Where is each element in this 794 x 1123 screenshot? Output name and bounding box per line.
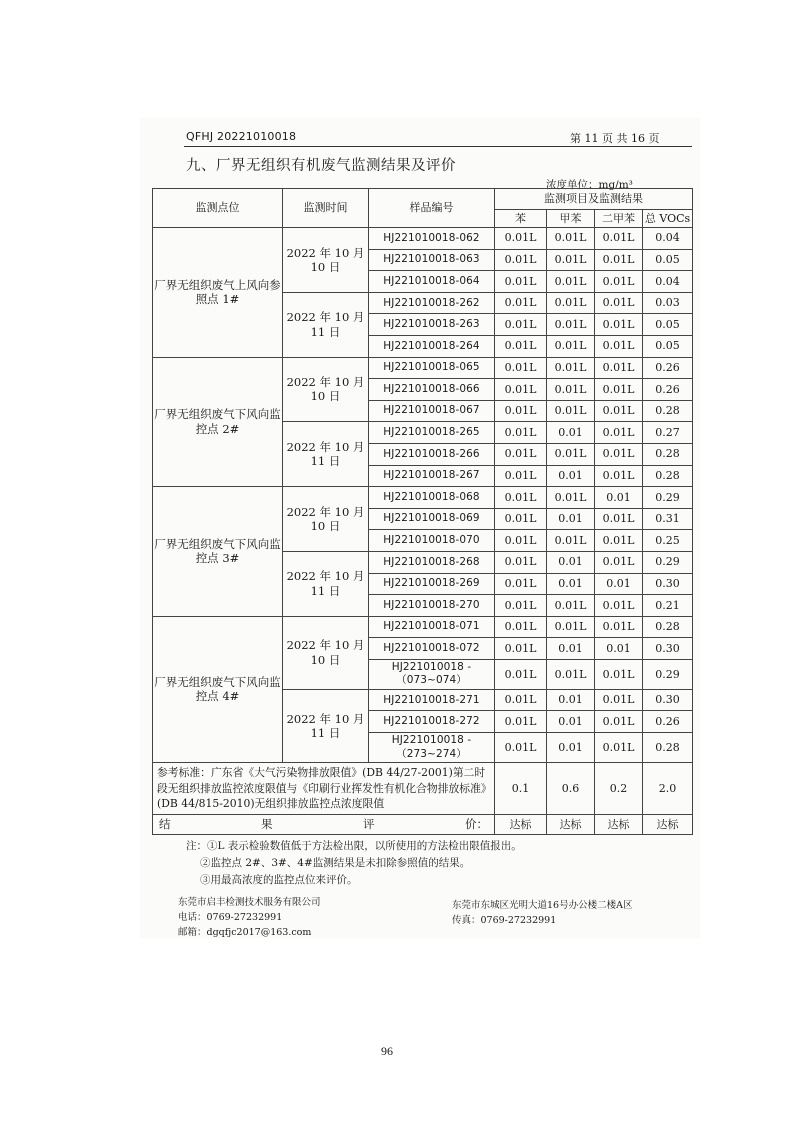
header-sample: 样品编号 (369, 189, 495, 228)
concentration-unit: 浓度单位：mg/m³ (546, 179, 633, 191)
value-xylene: 0.01L (595, 422, 643, 444)
footer-fax: 传真：0769-27232991 (452, 915, 557, 926)
footer-phone: 电话：0769-27232991 (178, 912, 283, 923)
value-xylene: 0.01L (595, 335, 643, 357)
value-benzene: 0.01L (495, 422, 547, 444)
document-code: QFHJ 20221010018 (186, 130, 297, 143)
footer-right (452, 898, 632, 928)
table-body (153, 228, 693, 763)
value-xylene: 0.01L (595, 733, 643, 763)
value-toluene: 0.01L (547, 530, 595, 552)
value-toluene: 0.01L (547, 271, 595, 293)
sample-id: HJ221010018-266 (369, 443, 495, 465)
sample-id: HJ221010018-268 (369, 551, 495, 573)
table-row (153, 228, 693, 250)
value-xylene: 0.01L (595, 228, 643, 250)
value-benzene: 0.01L (495, 530, 547, 552)
value-benzene: 0.01L (495, 228, 547, 250)
value-total-vocs: 0.29 (643, 659, 693, 689)
value-toluene: 0.01 (547, 689, 595, 711)
value-xylene: 0.01 (595, 638, 643, 660)
sample-id: HJ221010018-272 (369, 711, 495, 733)
page-indicator: 第 11 页 共 16 页 (570, 132, 660, 145)
value-toluene: 0.01L (547, 616, 595, 638)
value-total-vocs: 0.28 (643, 616, 693, 638)
sample-id: HJ221010018-070 (369, 530, 495, 552)
eval-toluene: 达标 (547, 815, 595, 835)
header-results: 监测项目及监测结果 (495, 189, 693, 210)
value-benzene: 0.01L (495, 689, 547, 711)
value-total-vocs: 0.30 (643, 638, 693, 660)
value-toluene: 0.01L (547, 379, 595, 401)
value-xylene: 0.01L (595, 314, 643, 336)
value-toluene: 0.01L (547, 357, 595, 379)
limit-total-vocs: 2.0 (643, 763, 693, 815)
monitoring-location: 厂界无组织废气下风向监控点 3# (153, 487, 283, 617)
value-toluene: 0.01L (547, 400, 595, 422)
value-benzene: 0.01L (495, 508, 547, 530)
note-1: 注：①L 表示检验数值低于方法检出限，以所使用的方法检出限值报出。 (186, 840, 522, 852)
value-xylene: 0.01L (595, 292, 643, 314)
value-benzene: 0.01L (495, 249, 547, 271)
value-total-vocs: 0.31 (643, 508, 693, 530)
value-benzene: 0.01L (495, 314, 547, 336)
sample-id: HJ221010018-069 (369, 508, 495, 530)
sample-id: HJ221010018-072 (369, 638, 495, 660)
value-benzene: 0.01L (495, 551, 547, 573)
value-benzene: 0.01L (495, 733, 547, 763)
footer-address: 东莞市东城区光明大道16号办公楼二楼A区 (452, 900, 633, 911)
value-xylene: 0.01 (595, 573, 643, 595)
value-xylene: 0.01L (595, 508, 643, 530)
eval-char-1: 结 (159, 817, 171, 832)
value-xylene: 0.01L (595, 689, 643, 711)
value-xylene: 0.01L (595, 616, 643, 638)
value-total-vocs: 0.21 (643, 595, 693, 617)
footer-email: 邮箱：dgqfjc2017@163.com (178, 927, 312, 938)
sample-id: HJ221010018-065 (369, 357, 495, 379)
eval-char-2: 果 (261, 817, 273, 832)
value-benzene: 0.01L (495, 292, 547, 314)
sample-id: HJ221010018-062 (369, 228, 495, 250)
monitoring-location: 厂界无组织废气下风向监控点 2# (153, 357, 283, 487)
eval-char-4: 价： (465, 817, 488, 832)
monitoring-date: 2022 年 10 月 10 日 (283, 616, 369, 689)
table-row (153, 487, 693, 509)
value-benzene: 0.01L (495, 659, 547, 689)
table-row (153, 357, 693, 379)
page-number: 96 (381, 1044, 393, 1058)
sample-id: HJ221010018-270 (369, 595, 495, 617)
value-toluene: 0.01 (547, 573, 595, 595)
sample-id: HJ221010018-271 (369, 689, 495, 711)
value-xylene: 0.01L (595, 711, 643, 733)
value-toluene: 0.01L (547, 228, 595, 250)
value-xylene: 0.01 (595, 487, 643, 509)
note-3: ③用最高浓度的监控点位来评价。 (200, 874, 358, 886)
value-benzene: 0.01L (495, 595, 547, 617)
value-toluene: 0.01 (547, 733, 595, 763)
monitoring-results-table (152, 188, 693, 835)
value-total-vocs: 0.26 (643, 357, 693, 379)
value-xylene: 0.01L (595, 551, 643, 573)
sample-id: HJ221010018-066 (369, 379, 495, 401)
value-benzene: 0.01L (495, 357, 547, 379)
evaluation-label (153, 815, 495, 835)
value-toluene: 0.01 (547, 465, 595, 487)
header-xylene: 二甲苯 (595, 210, 643, 228)
value-total-vocs: 0.28 (643, 443, 693, 465)
value-total-vocs: 0.26 (643, 379, 693, 401)
value-toluene: 0.01 (547, 711, 595, 733)
value-xylene: 0.01L (595, 379, 643, 401)
monitoring-location: 厂界无组织废气上风向参照点 1# (153, 228, 283, 358)
monitoring-date: 2022 年 10 月 11 日 (283, 292, 369, 357)
eval-total-vocs: 达标 (643, 815, 693, 835)
value-xylene: 0.01L (595, 530, 643, 552)
monitoring-location: 厂界无组织废气下风向监控点 4# (153, 616, 283, 762)
value-total-vocs: 0.29 (643, 551, 693, 573)
value-total-vocs: 0.05 (643, 314, 693, 336)
value-benzene: 0.01L (495, 271, 547, 293)
value-toluene: 0.01L (547, 292, 595, 314)
value-total-vocs: 0.27 (643, 422, 693, 444)
limit-xylene: 0.2 (595, 763, 643, 815)
monitoring-date: 2022 年 10 月 11 日 (283, 689, 369, 762)
value-total-vocs: 0.25 (643, 530, 693, 552)
note-2: ②监控点 2#、3#、4#监测结果是未扣除参照值的结果。 (200, 857, 471, 869)
section-title: 九、厂界无组织有机废气监测结果及评价 (186, 158, 456, 174)
value-total-vocs: 0.04 (643, 271, 693, 293)
value-benzene: 0.01L (495, 487, 547, 509)
value-total-vocs: 0.05 (643, 249, 693, 271)
value-xylene: 0.01L (595, 595, 643, 617)
sample-id: HJ221010018-267 (369, 465, 495, 487)
footer-left (178, 895, 321, 940)
value-toluene: 0.01L (547, 249, 595, 271)
sample-id: HJ221010018-265 (369, 422, 495, 444)
limit-benzene: 0.1 (495, 763, 547, 815)
value-toluene: 0.01 (547, 508, 595, 530)
value-toluene: 0.01 (547, 551, 595, 573)
value-total-vocs: 0.30 (643, 689, 693, 711)
value-total-vocs: 0.26 (643, 711, 693, 733)
eval-benzene: 达标 (495, 815, 547, 835)
monitoring-date: 2022 年 10 月 11 日 (283, 422, 369, 487)
value-toluene: 0.01L (547, 314, 595, 336)
monitoring-date: 2022 年 10 月 11 日 (283, 551, 369, 616)
value-benzene: 0.01L (495, 443, 547, 465)
sample-id: HJ221010018-067 (369, 400, 495, 422)
value-xylene: 0.01L (595, 659, 643, 689)
value-total-vocs: 0.28 (643, 465, 693, 487)
value-toluene: 0.01L (547, 659, 595, 689)
reference-standard: 参考标准：广东省《大气污染物排放限值》(DB 44/27-2001)第二时段无组织排放监控浓度限值与《印刷行业挥发性有机化合物排放标准》(DB 44/815-2010)无组织排放监控点浓度限值 (153, 763, 495, 815)
eval-xylene: 达标 (595, 815, 643, 835)
header-rule (184, 146, 692, 147)
sample-id: HJ221010018-264 (369, 335, 495, 357)
value-total-vocs: 0.28 (643, 400, 693, 422)
value-benzene: 0.01L (495, 573, 547, 595)
sample-id: HJ221010018-263 (369, 314, 495, 336)
value-benzene: 0.01L (495, 379, 547, 401)
value-benzene: 0.01L (495, 400, 547, 422)
monitoring-date: 2022 年 10 月 10 日 (283, 487, 369, 552)
limit-toluene: 0.6 (547, 763, 595, 815)
footer-company: 东莞市启丰检测技术服务有限公司 (178, 897, 321, 908)
value-xylene: 0.01L (595, 249, 643, 271)
table-row (153, 616, 693, 638)
sample-id: HJ221010018-064 (369, 271, 495, 293)
eval-char-3: 评 (363, 817, 375, 832)
sample-id: HJ221010018-071 (369, 616, 495, 638)
value-total-vocs: 0.05 (643, 335, 693, 357)
header-benzene: 苯 (495, 210, 547, 228)
value-total-vocs: 0.04 (643, 228, 693, 250)
value-toluene: 0.01 (547, 422, 595, 444)
value-benzene: 0.01L (495, 638, 547, 660)
header-time: 监测时间 (283, 189, 369, 228)
value-benzene: 0.01L (495, 335, 547, 357)
value-toluene: 0.01L (547, 335, 595, 357)
sample-id: HJ221010018-068 (369, 487, 495, 509)
value-xylene: 0.01L (595, 357, 643, 379)
sample-id: HJ221010018 -（273~274） (369, 733, 495, 763)
value-xylene: 0.01L (595, 271, 643, 293)
header-total-vocs: 总 VOCs (643, 210, 693, 228)
value-benzene: 0.01L (495, 711, 547, 733)
value-xylene: 0.01L (595, 443, 643, 465)
value-xylene: 0.01L (595, 400, 643, 422)
value-total-vocs: 0.03 (643, 292, 693, 314)
sample-id: HJ221010018-063 (369, 249, 495, 271)
value-toluene: 0.01L (547, 443, 595, 465)
value-xylene: 0.01L (595, 465, 643, 487)
sample-id: HJ221010018-269 (369, 573, 495, 595)
value-toluene: 0.01 (547, 638, 595, 660)
value-total-vocs: 0.28 (643, 733, 693, 763)
monitoring-date: 2022 年 10 月 10 日 (283, 357, 369, 422)
value-toluene: 0.01L (547, 595, 595, 617)
monitoring-date: 2022 年 10 月 10 日 (283, 228, 369, 293)
value-benzene: 0.01L (495, 465, 547, 487)
sample-id: HJ221010018 -（073~074） (369, 659, 495, 689)
value-benzene: 0.01L (495, 616, 547, 638)
sample-id: HJ221010018-262 (369, 292, 495, 314)
value-total-vocs: 0.30 (643, 573, 693, 595)
header-location: 监测点位 (153, 189, 283, 228)
value-total-vocs: 0.29 (643, 487, 693, 509)
header-toluene: 甲苯 (547, 210, 595, 228)
value-toluene: 0.01L (547, 487, 595, 509)
